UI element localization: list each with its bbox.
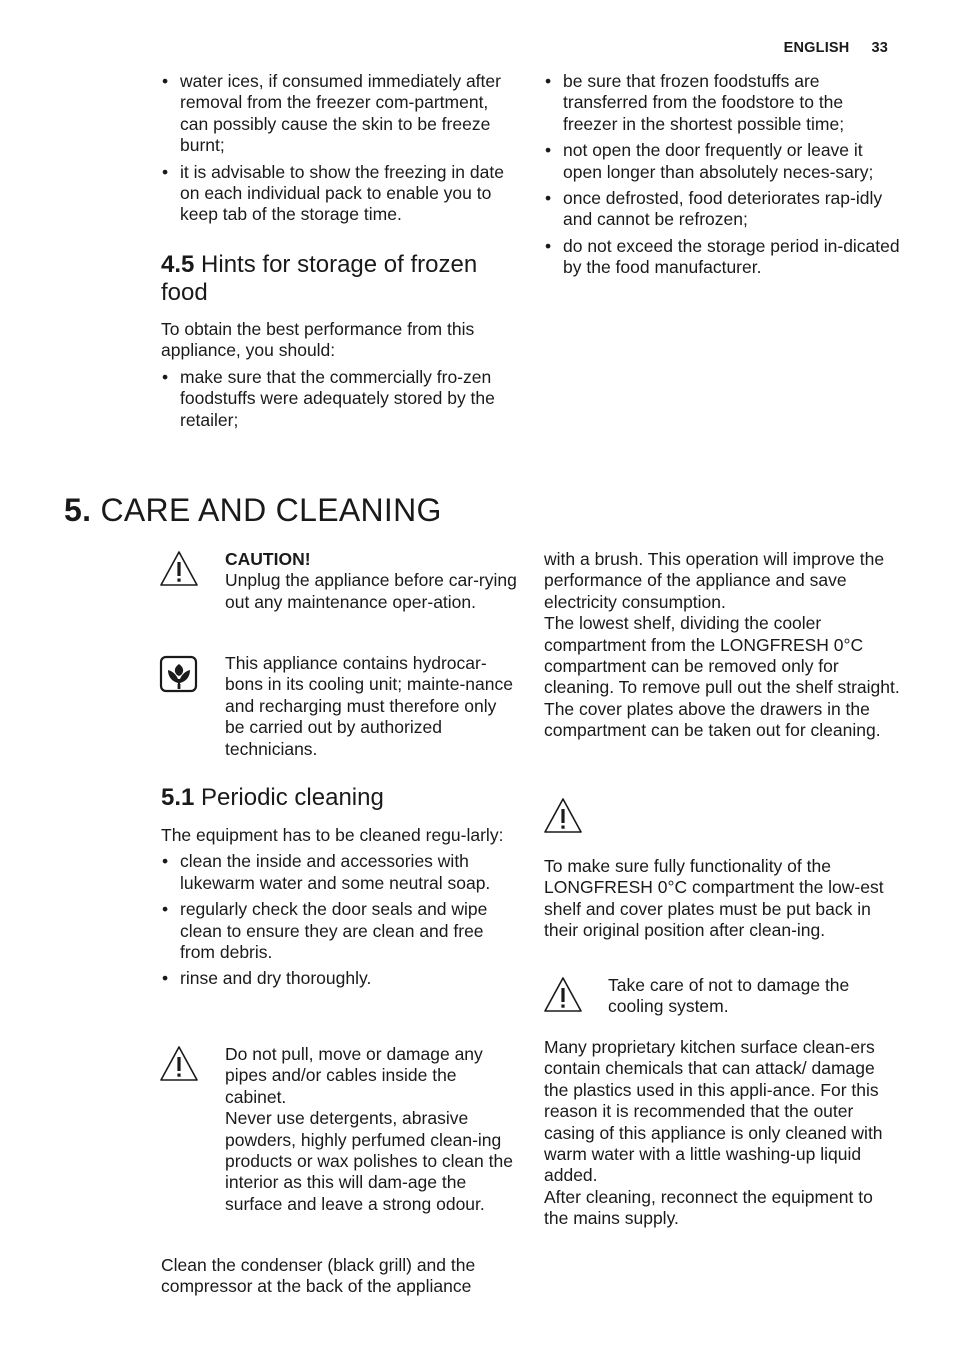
- warning-icon: [543, 976, 585, 1016]
- cooling-warning: [608, 975, 900, 1018]
- caution-block: [225, 549, 517, 613]
- condenser-text: Clean the condenser (black grill) and the compressor at the back of the appliance: [161, 1255, 476, 1297]
- continuation-text: with a brush. This operation will improve the performance of the appliance and save electricity consumption.: [544, 549, 885, 612]
- header-language: ENGLISH: [783, 40, 850, 56]
- cooling-warning-text: Take care of not to damage the cooling system.: [608, 975, 850, 1017]
- cover-plates-text: The cover plates above the drawers in the compartment can be taken out for cleaning.: [544, 698, 881, 741]
- pipes-warning-text: Do not pull, move or damage any pipes and/or cables inside the cabinet.: [225, 1044, 483, 1107]
- right-column-text: [544, 549, 900, 742]
- chemicals-text: Many proprietary kitchen surface clean-ers contain chemicals that can attack/ damage the plastics used in this appli-ance. For this reason it is recommended that the outer casing of this appliance is only cleaned with warm water with a little washing-up liquid added.: [544, 1037, 883, 1186]
- list-item: • make sure that the commercially fro-zen foodstuffs were adequately stored by the retailer;: [161, 367, 517, 431]
- section-intro: The equipment has to be cleaned regu-larly:: [161, 825, 504, 845]
- environment-icon: [159, 655, 201, 695]
- section-4-5-bullets-right: [544, 71, 900, 284]
- hydrocarbon-text: This appliance contains hydrocar-bons in its cooling unit; mainte-nance and recharging must therefore only be carried out by authorized technicians.: [225, 653, 513, 759]
- warning-icon: [159, 550, 201, 590]
- section-title: Hints for storage of frozen food: [161, 251, 478, 306]
- functionality-text: To make sure fully functionality of the LONGFRESH 0°C compartment the low-est shelf and cover plates must be put back in their original position after clean-ing.: [544, 856, 884, 941]
- page-header: [784, 38, 888, 59]
- detergent-warning-text: Never use detergents, abrasive powders, highly perfumed clean-ing products or wax polishes to clean the interior as this will dam-age the surface and leave a strong odour.: [225, 1108, 513, 1214]
- section-5-1-body: [161, 825, 517, 995]
- list-item: • clean the inside and accessories with lukewarm water and some neutral soap.: [161, 851, 517, 894]
- list-item: • water ices, if consumed immediately after removal from the freezer com-partment, can possibly cause the skin to be freeze burnt;: [161, 71, 517, 157]
- reconnect-text: After cleaning, reconnect the equipment to the mains supply.: [544, 1186, 873, 1229]
- list-item: • be sure that frozen foodstuffs are transferred from the foodstore to the freezer in the shortest possible time;: [544, 71, 900, 135]
- left-top-bullets: [161, 71, 517, 231]
- caution-title: CAUTION!: [225, 549, 311, 569]
- hydrocarbon-note: [225, 653, 517, 760]
- chapter-number: 5.: [64, 492, 92, 528]
- list-item: • once defrosted, food deteriorates rap-idly and cannot be refrozen;: [544, 188, 900, 231]
- page-number: 33: [871, 40, 888, 56]
- lowest-shelf-text: The lowest shelf, dividing the cooler compartment from the LONGFRESH 0°C compartment can be removed only for cleaning. To remove pull out the shelf straight.: [544, 613, 900, 698]
- list-item: • rinse and dry thoroughly.: [161, 968, 517, 989]
- functionality-paragraph: [544, 856, 900, 942]
- chemicals-paragraph: [544, 1037, 900, 1230]
- list-item: • it is advisable to show the freezing in date on each individual pack to enable you to keep tab of the storage time.: [161, 162, 517, 226]
- section-intro: To obtain the best performance from this appliance, you should:: [161, 319, 475, 361]
- section-4-5-body: [161, 319, 517, 436]
- caution-text: Unplug the appliance before car-rying out any maintenance oper-ation.: [225, 570, 517, 612]
- condenser-paragraph: [161, 1255, 517, 1298]
- section-4-5-heading: [161, 251, 517, 307]
- list-item: • not open the door frequently or leave it open longer than absolutely neces-sary;: [544, 140, 900, 183]
- warning-icon: [159, 1045, 201, 1085]
- section-5-1-heading: [161, 784, 517, 812]
- warning-icon: [543, 797, 585, 837]
- list-item: • regularly check the door seals and wipe clean to ensure they are clean and free from debris.: [161, 899, 517, 963]
- section-number: 5.1: [161, 784, 195, 811]
- section-number: 4.5: [161, 251, 195, 278]
- chapter-title: CARE AND CLEANING: [100, 492, 442, 528]
- section-title: Periodic cleaning: [201, 784, 384, 811]
- chapter-heading: [64, 492, 884, 528]
- pipes-warning: [225, 1044, 517, 1215]
- list-item: • do not exceed the storage period in-dicated by the food manufacturer.: [544, 236, 900, 279]
